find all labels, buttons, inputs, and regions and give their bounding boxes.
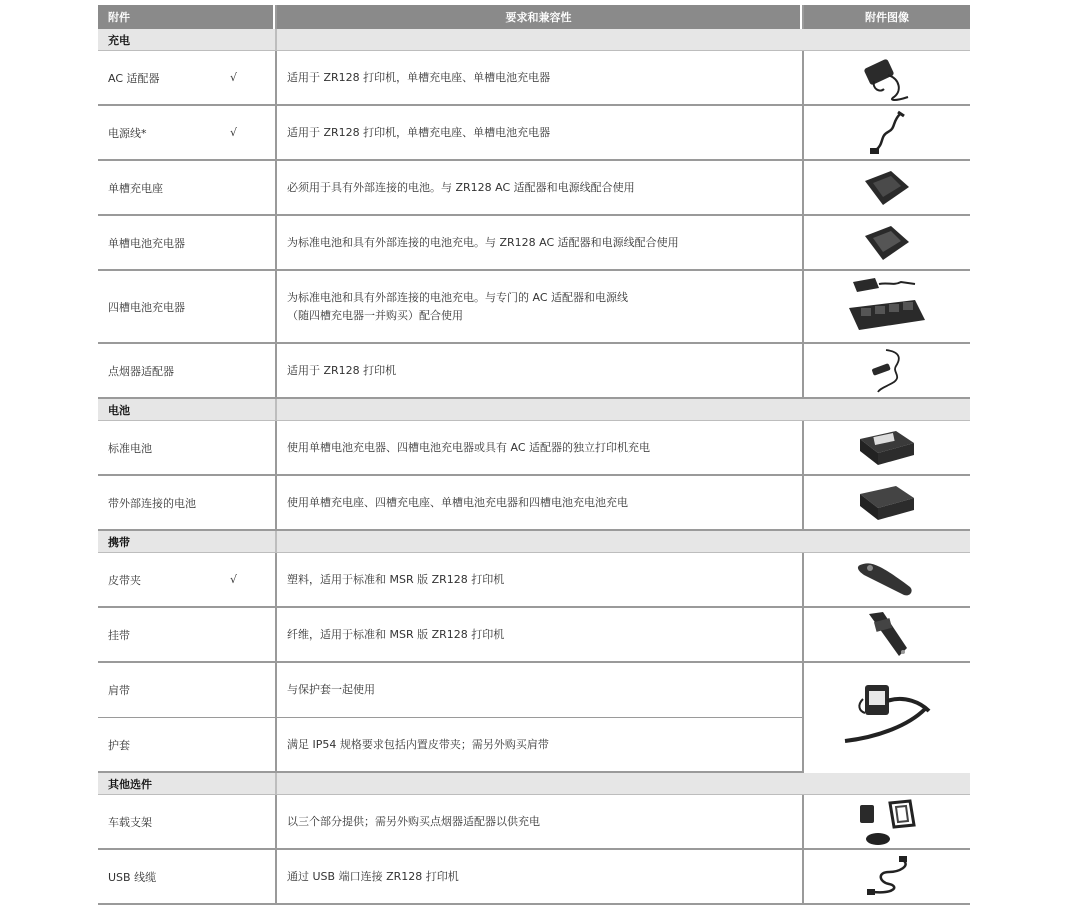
accessory-name: 点烟器适配器 [108,364,174,378]
accessory-desc: 适用于 ZR128 打印机，单槽充电座、单槽电池充电器 [287,70,551,84]
quad-charger-icon [802,271,970,342]
table-row [98,344,970,399]
car-adapter-icon [802,344,970,397]
accessory-name: 电源线* [108,126,147,140]
accessory-desc: 必须用于具有外部连接的电池。与 ZR128 AC 适配器和电源线配合使用 [287,180,635,194]
accessory-desc: 为标准电池和具有外部连接的电池充电。与 ZR128 AC 适配器和电源线配合使用 [287,235,679,249]
included-check: √ [229,126,237,139]
accessory-name: 挂带 [108,628,130,642]
header-accessory: 附件 [98,5,275,29]
accessory-desc: 以三个部分提供；需另外购买点烟器适配器以供充电 [287,814,540,828]
table-row [98,271,970,344]
table-row [98,476,970,531]
table-row [98,553,970,608]
accessory-name: AC 适配器 [108,71,160,85]
accessory-name: 护套 [108,738,130,752]
table-row [98,421,970,476]
accessories-table [98,5,970,905]
section-title: 其他选件 [108,777,152,791]
section-battery [98,399,970,421]
table-header [98,5,970,29]
section-title: 充电 [108,33,130,47]
table-row [98,161,970,216]
accessory-name: 车载支架 [108,815,152,829]
accessory-desc: 满足 IP54 规格要求包括内置皮带夹；需另外购买肩带 [287,737,549,751]
table-row [98,216,970,271]
table-row [98,608,970,663]
header-requirements: 要求和兼容性 [275,5,802,29]
accessory-desc: 适用于 ZR128 打印机 [287,363,397,377]
accessory-name: 肩带 [108,684,130,697]
section-other-options [98,773,970,795]
belt-clip-icon [802,553,970,606]
included-check: √ [229,573,237,586]
hand-strap-icon [802,608,970,661]
charging-cradle-icon [802,161,970,214]
accessory-desc: 适用于 ZR128 打印机，单槽充电座、单槽电池充电器 [287,125,551,139]
ac-adapter-icon [802,51,970,104]
shoulder-strap-case-icon [802,663,970,773]
accessory-desc-line2: （随四槽充电器一并购买）配合使用 [287,308,463,322]
included-check: √ [229,71,237,84]
external-battery-icon [802,476,970,529]
section-title: 电池 [108,403,130,417]
accessory-name: 四槽电池充电器 [108,300,185,314]
accessory-name: 带外部连接的电池 [108,496,196,510]
accessory-desc: 通过 USB 端口连接 ZR128 打印机 [287,869,459,883]
table-row [98,51,970,106]
accessory-name: 皮带夹 [108,573,141,587]
usb-cable-icon [802,850,970,903]
section-charging [98,29,970,51]
accessory-name: 标准电池 [108,441,152,455]
accessory-name: 单槽电池充电器 [108,236,185,250]
table-row [98,850,970,905]
section-carrying [98,531,970,553]
battery-charger-icon [802,216,970,269]
accessory-desc: 纤维，适用于标准和 MSR 版 ZR128 打印机 [287,627,505,641]
header-image: 附件图像 [802,5,970,29]
accessory-desc: 使用单槽充电座、四槽充电座、单槽电池充电器和四槽电池充电池充电 [287,495,628,509]
table-row [98,106,970,161]
table-row [98,795,970,850]
standard-battery-icon [802,421,970,474]
accessory-desc: 使用单槽电池充电器、四槽电池充电器或具有 AC 适配器的独立打印机充电 [287,440,651,454]
accessory-desc: 塑料，适用于标准和 MSR 版 ZR128 打印机 [287,572,505,586]
power-cord-icon [802,106,970,159]
accessory-desc-line1: 为标准电池和具有外部连接的电池充电。与专门的 AC 适配器和电源线 [287,290,629,304]
strap-case-group [98,663,970,773]
vehicle-mount-icon [802,795,970,848]
accessory-name: 单槽充电座 [108,181,163,195]
accessory-desc: 与保护套一起使用 [287,683,375,696]
section-title: 携带 [108,535,130,549]
accessory-name: USB 线缆 [108,870,157,884]
